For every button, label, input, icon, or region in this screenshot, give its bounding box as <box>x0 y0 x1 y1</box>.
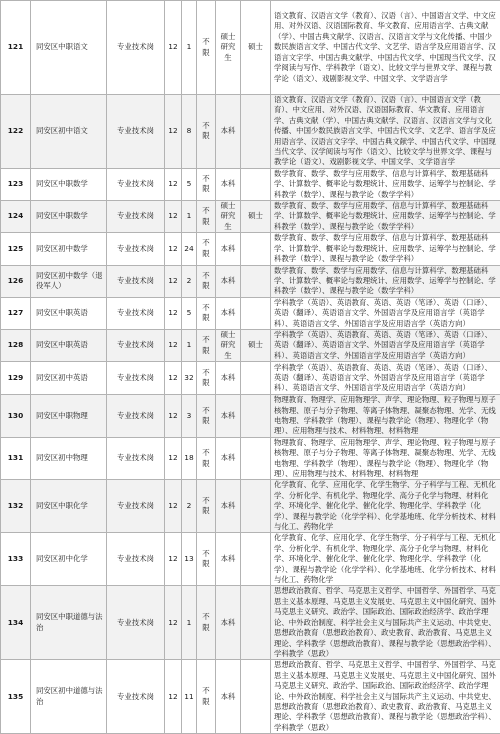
hiring-count: 13 <box>182 533 197 586</box>
position-category: 专业技术岗 <box>107 265 165 297</box>
age-requirement: 不限 <box>197 660 216 734</box>
position-grade: 12 <box>165 533 182 586</box>
position-category: 专业技术岗 <box>107 586 165 660</box>
position-name: 同安区初中化学 <box>31 533 107 586</box>
position-number: 131 <box>1 437 31 480</box>
degree-requirement <box>241 437 271 480</box>
position-number: 127 <box>1 297 31 329</box>
position-number: 125 <box>1 233 31 265</box>
table-row <box>1 362 500 395</box>
major-requirement: 物理教育、物理学、应用物理学、声学、理论物理、粒子物理与原子核物理、原子与分子物理、等离子体物理、凝聚态物理、光学、无线电物理、学科教学（物理）、课程与教学论（物理）、物理化学（物理）、应用物理与技术、材料物理、材料物理 <box>271 437 500 480</box>
position-name: 同安区中职道德与法治 <box>31 586 107 660</box>
position-grade: 12 <box>165 586 182 660</box>
age-requirement: 不限 <box>197 533 216 586</box>
major-requirement: 学科教学（英语）、英语教育、英语、英语（笔译）、英语（口译）、英语（翻译）、英语语言文学、外国语言学及应用语言学（英语学科）、英语语言文学、外国语言学及应用语言学（英语方向） <box>271 297 500 329</box>
position-number: 130 <box>1 395 31 438</box>
major-requirement: 思想政治教育、哲学、马克思主义哲学、中国哲学、外国哲学、马克思主义基本原理、马克思主义发展史、马克思主义中国化研究、国外马克思主义研究、政治学、国际政治、国际政治经济学、政治学理论、中外政治制度、科学社会主义与国际共产主义运动、中共党史、思想政治教育（思想政治教育）、政史教育、政治教育、马克思主义理论、学科教学（思想政治教育）、课程与教学论（思想政治学科）、学科教学（思政） <box>271 586 500 660</box>
hiring-count: 1 <box>182 201 197 233</box>
education-requirement: 本科 <box>216 233 241 265</box>
hiring-count: 1 <box>182 329 197 361</box>
major-requirement: 思想政治教育、哲学、马克思主义哲学、中国哲学、外国哲学、马克思主义基本原理、马克思主义发展史、马克思主义中国化研究、国外马克思主义研究、政治学、国际政治、国际政治经济学、政治学理论、中外政治制度、科学社会主义与国际共产主义运动、中共党史、思想政治教育（思想政治教育）、政史教育、政治教育、马克思主义理论、学科教学（思想政治教育）、课程与教学论（思想政治学科）、学科教学（思政） <box>271 660 500 734</box>
position-name: 同安区初中语文 <box>31 95 107 169</box>
position-category: 专业技术岗 <box>107 168 165 200</box>
education-requirement: 本科 <box>216 297 241 329</box>
education-requirement: 本科 <box>216 362 241 395</box>
major-requirement: 数学教育、数学、数学与应用数学、信息与计算科学、数理基础科学、计算数学、概率论与数理统计、应用数学、运筹学与控制论、学科教学（数学）、课程与教学论（数学学科） <box>271 201 500 233</box>
major-requirement: 物理教育、物理学、应用物理学、声学、理论物理、粒子物理与原子核物理、原子与分子物理、等离子体物理、凝聚态物理、光学、无线电物理、学科教学（物理）、课程与教学论（物理）、物理化学（物理）、应用物理与技术、材料物理、材料物理 <box>271 395 500 438</box>
position-number: 134 <box>1 586 31 660</box>
major-requirement: 语文教育、汉语言文学（教育）、汉语（言）、中国语言文学、中文应用、对外汉语、汉语国际教育、华文教育、应用语言学、古典文献（学）、中国古典文献学、汉语言、汉语言文学与文化传播、中国少数民族语言文学、中国古代文学、文艺学、语言学及应用语言学、汉语言文字学、中国古典文献学、中国古代文学、中国现当代文学、汉学阅读与写作、学科教学（语文）、比较文学与世界文学、课程与教学论（语文）、戏剧影视文学、中国文学、文学语言学 <box>271 1 500 95</box>
position-category: 专业技术岗 <box>107 533 165 586</box>
degree-requirement: 硕士 <box>241 1 271 95</box>
hiring-count: 32 <box>182 362 197 395</box>
degree-requirement <box>241 480 271 533</box>
hiring-count: 11 <box>182 660 197 734</box>
table-row <box>1 586 500 660</box>
position-name: 同安区初中数学 <box>31 233 107 265</box>
position-grade: 12 <box>165 395 182 438</box>
position-number: 129 <box>1 362 31 395</box>
degree-requirement <box>241 95 271 169</box>
position-grade: 12 <box>165 1 182 95</box>
table-row <box>1 329 500 361</box>
position-name: 同安区初中物理 <box>31 437 107 480</box>
education-requirement: 本科 <box>216 168 241 200</box>
position-grade: 12 <box>165 437 182 480</box>
education-requirement: 本科 <box>216 660 241 734</box>
education-requirement: 本科 <box>216 533 241 586</box>
position-category: 专业技术岗 <box>107 297 165 329</box>
degree-requirement <box>241 660 271 734</box>
degree-requirement <box>241 362 271 395</box>
major-requirement: 化学教育、化学、应用化学、化学生物学、分子科学与工程、无机化学、分析化学、有机化学、物理化学、高分子化学与物理、材料化学、环境化学、催化化学、催化化学、物理化学、学科教学（化学）、课程与教学论（化学学科）、化学基地班、化学分析技术、材料与化工、药物化学 <box>271 533 500 586</box>
major-requirement: 语文教育、汉语言文学（教育）、汉语（言）、中国语言文学（教育）、中文应用、对外汉语、汉语国际教育、华文教育、应用语言学、古典文献（学）、中国古典文献学、汉语言、汉语言文学与文化传播、中国少数民族语言文学、中国古代文学、文艺学、语言学及应用语言学、汉语言文字学、中国古典文献学、中国古代文学、中国现当代文学、汉学阅读与写作（语文）、比较文学与世界文学、课程与教学论（语文）、戏剧影视文学、中国文学、文学语言学 <box>271 95 500 169</box>
age-requirement: 不限 <box>197 362 216 395</box>
position-name: 同安区初中道德与法治 <box>31 660 107 734</box>
age-requirement: 不限 <box>197 1 216 95</box>
education-requirement: 硕士研究生 <box>216 201 241 233</box>
position-category: 专业技术岗 <box>107 329 165 361</box>
position-category: 专业技术岗 <box>107 1 165 95</box>
table-row <box>1 395 500 438</box>
major-requirement: 数学教育、数学、数学与应用数学、信息与计算科学、数理基础科学、计算数学、概率论与数理统计、应用数学、运筹学与控制论、学科教学（数学）、课程与教学论（数学学科） <box>271 265 500 297</box>
age-requirement: 不限 <box>197 265 216 297</box>
hiring-count: 1 <box>182 1 197 95</box>
position-grade: 12 <box>165 329 182 361</box>
table-row <box>1 168 500 200</box>
position-name: 同安区中职英语 <box>31 297 107 329</box>
education-requirement: 本科 <box>216 480 241 533</box>
degree-requirement <box>241 168 271 200</box>
table-row <box>1 233 500 265</box>
degree-requirement <box>241 533 271 586</box>
education-requirement: 本科 <box>216 95 241 169</box>
table-row <box>1 437 500 480</box>
table-row <box>1 1 500 95</box>
position-category: 专业技术岗 <box>107 395 165 438</box>
position-category: 专业技术岗 <box>107 480 165 533</box>
major-requirement: 学科教学（英语）、英语教育、英语、英语（笔译）、英语（口译）、英语（翻译）、英语语言文学、外国语言学及应用语言学（英语学科）、英语语言文学、外国语言学及应用语言学（英语方向） <box>271 329 500 361</box>
position-name: 同安区中职语文 <box>31 1 107 95</box>
education-requirement: 本科 <box>216 265 241 297</box>
position-category: 专业技术岗 <box>107 95 165 169</box>
age-requirement: 不限 <box>197 95 216 169</box>
table-row <box>1 533 500 586</box>
age-requirement: 不限 <box>197 201 216 233</box>
education-requirement: 本科 <box>216 395 241 438</box>
table-row <box>1 95 500 169</box>
position-number: 132 <box>1 480 31 533</box>
position-name: 同安区中职化学 <box>31 480 107 533</box>
hiring-count: 8 <box>182 95 197 169</box>
education-requirement: 硕士研究生 <box>216 329 241 361</box>
position-category: 专业技术岗 <box>107 233 165 265</box>
position-name: 同安区初中数学（退役军人） <box>31 265 107 297</box>
age-requirement: 不限 <box>197 395 216 438</box>
age-requirement: 不限 <box>197 437 216 480</box>
position-grade: 12 <box>165 201 182 233</box>
hiring-count: 3 <box>182 395 197 438</box>
table-row <box>1 480 500 533</box>
age-requirement: 不限 <box>197 168 216 200</box>
age-requirement: 不限 <box>197 233 216 265</box>
education-requirement: 本科 <box>216 437 241 480</box>
major-requirement: 数学教育、数学、数学与应用数学、信息与计算科学、数理基础科学、计算数学、概率论与数理统计、应用数学、运筹学与控制论、学科教学（数学）、课程与教学论（数学学科） <box>271 233 500 265</box>
position-category: 专业技术岗 <box>107 660 165 734</box>
education-requirement: 硕士研究生 <box>216 1 241 95</box>
degree-requirement <box>241 265 271 297</box>
position-number: 133 <box>1 533 31 586</box>
hiring-count: 24 <box>182 233 197 265</box>
age-requirement: 不限 <box>197 586 216 660</box>
position-number: 135 <box>1 660 31 734</box>
position-category: 专业技术岗 <box>107 201 165 233</box>
education-requirement: 本科 <box>216 586 241 660</box>
degree-requirement <box>241 395 271 438</box>
hiring-count: 2 <box>182 480 197 533</box>
degree-requirement <box>241 233 271 265</box>
position-grade: 12 <box>165 168 182 200</box>
position-category: 专业技术岗 <box>107 437 165 480</box>
table-row <box>1 265 500 297</box>
position-number: 128 <box>1 329 31 361</box>
position-grade: 12 <box>165 233 182 265</box>
age-requirement: 不限 <box>197 480 216 533</box>
position-name: 同安区中职数学 <box>31 168 107 200</box>
position-name: 同安区中职数学 <box>31 201 107 233</box>
position-number: 122 <box>1 95 31 169</box>
position-number: 123 <box>1 168 31 200</box>
table-body <box>1 1 500 734</box>
major-requirement: 数学教育、数学、数学与应用数学、信息与计算科学、数理基础科学、计算数学、概率论与数理统计、应用数学、运筹学与控制论、学科教学（数学）、课程与教学论（数学学科） <box>271 168 500 200</box>
major-requirement: 化学教育、化学、应用化学、化学生物学、分子科学与工程、无机化学、分析化学、有机化学、物理化学、高分子化学与物理、材料化学、环境化学、催化化学、催化化学、物理化学、学科教学（化学）、课程与教学论（化学学科）、化学基地班、化学分析技术、材料与化工、药物化学 <box>271 480 500 533</box>
hiring-count: 2 <box>182 265 197 297</box>
table-row <box>1 297 500 329</box>
position-category: 专业技术岗 <box>107 362 165 395</box>
position-grade: 12 <box>165 265 182 297</box>
position-grade: 12 <box>165 480 182 533</box>
position-grade: 12 <box>165 297 182 329</box>
table-row <box>1 201 500 233</box>
age-requirement: 不限 <box>197 297 216 329</box>
position-grade: 12 <box>165 362 182 395</box>
position-number: 121 <box>1 1 31 95</box>
hiring-count: 5 <box>182 297 197 329</box>
position-name: 同安区中职物理 <box>31 395 107 438</box>
hiring-count: 5 <box>182 168 197 200</box>
position-grade: 12 <box>165 660 182 734</box>
table-row <box>1 660 500 734</box>
major-requirement: 学科教学（英语）、英语教育、英语、英语（笔译）、英语（口译）、英语（翻译）、英语语言文学、外国语言学及应用语言学（英语学科）、英语语言文学、外国语言学及应用语言学（英语方向） <box>271 362 500 395</box>
degree-requirement: 硕士 <box>241 329 271 361</box>
hiring-count: 1 <box>182 586 197 660</box>
degree-requirement <box>241 586 271 660</box>
position-number: 126 <box>1 265 31 297</box>
position-number: 124 <box>1 201 31 233</box>
position-name: 同安区初中英语 <box>31 362 107 395</box>
age-requirement: 不限 <box>197 329 216 361</box>
degree-requirement: 硕士 <box>241 201 271 233</box>
position-grade: 12 <box>165 95 182 169</box>
degree-requirement <box>241 297 271 329</box>
position-name: 同安区中职英语 <box>31 329 107 361</box>
hiring-count: 18 <box>182 437 197 480</box>
